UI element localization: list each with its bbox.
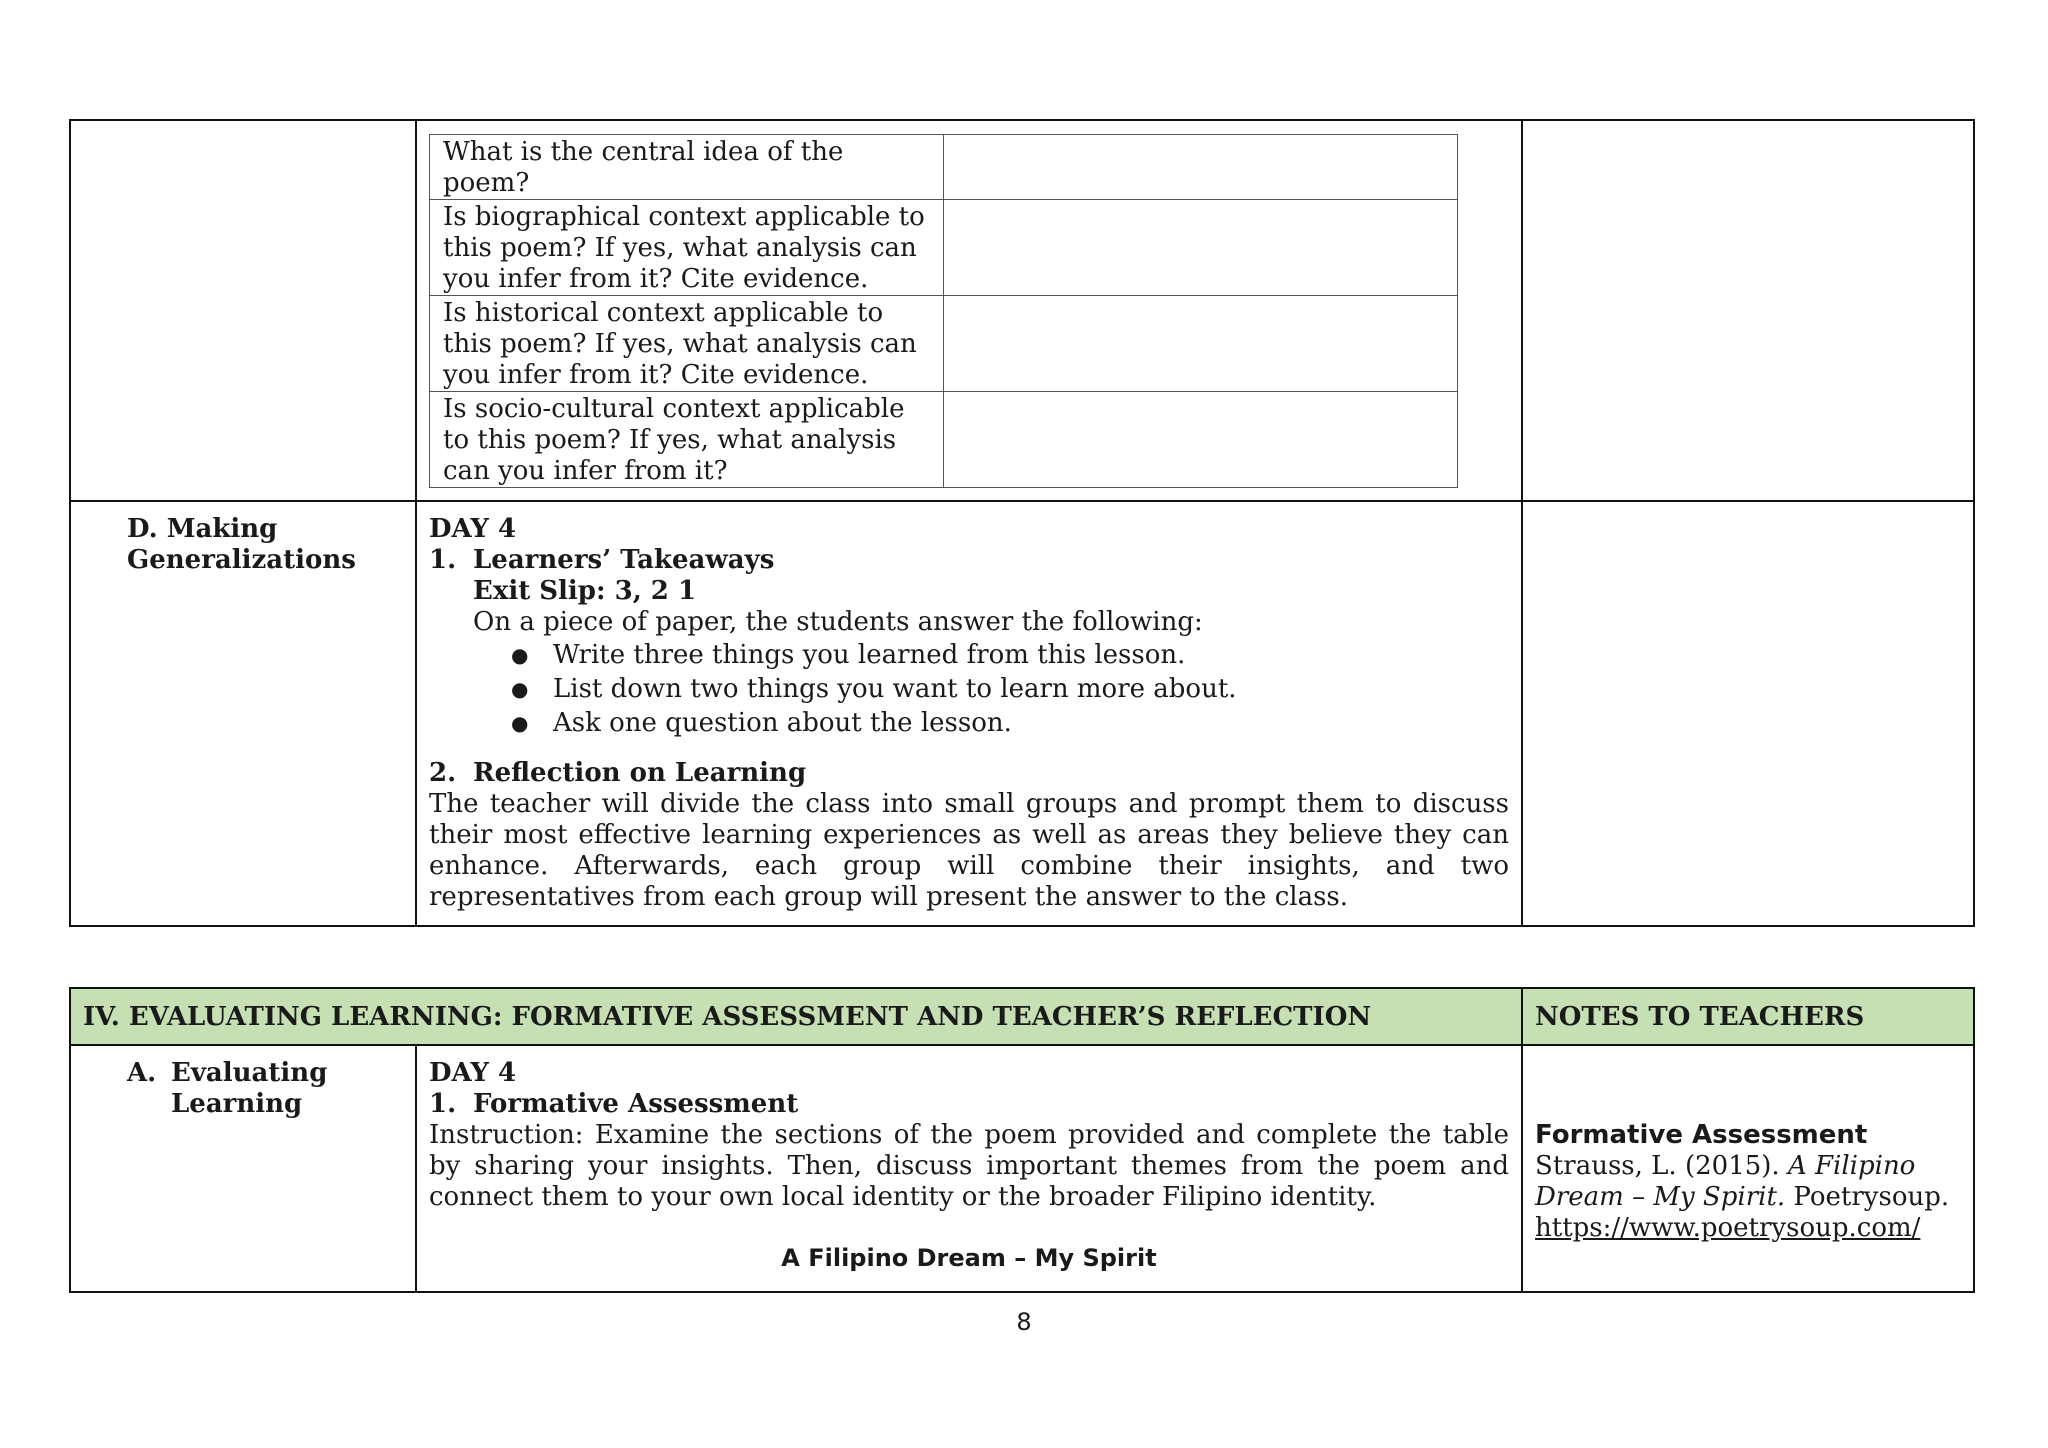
section-label: A. Evaluating Learning [127, 1058, 328, 1119]
poem-title: A Filipino Dream – My Spirit [781, 1244, 1157, 1272]
citation-title: A Filipino Dream – My Spirit. [1535, 1151, 1916, 1212]
notes-header: NOTES TO TEACHERS [1535, 1001, 1865, 1032]
instruction-text: Instruction: Examine the sections of the poem provided and complete the table by sharing your insights. Then, discuss important themes from the poem and connect them to your own local identity or the broader Filipino identity. [429, 1120, 1510, 1212]
making-generalizations-row [70, 501, 1974, 926]
section-label-cell [70, 501, 416, 926]
page-number: 8 [1016, 1308, 1032, 1336]
answer-cell[interactable] [944, 135, 1458, 200]
reflection-text: The teacher will divide the class into small groups and prompt them to discuss their most effective learning experiences as well as areas they believe they can enhance. Afterwards, each group will combine their insights, and two representatives from each group will present the answer to the class. [429, 789, 1509, 912]
table-row [430, 135, 1458, 200]
evaluating-learning-table [69, 987, 1975, 1293]
item-heading: 1. Formative Assessment [429, 1089, 799, 1119]
empty-label-cell [70, 120, 416, 501]
notes-header-cell [1522, 988, 1974, 1045]
bullet-list [429, 638, 1509, 740]
answer-cell[interactable] [944, 296, 1458, 392]
section-content-cell [416, 1045, 1522, 1292]
question-cell: Is biographical context applicable to this poem? If yes, what analysis can you infer from it? Cite evidence. [430, 200, 944, 296]
section-header: IV. EVALUATING LEARNING: FORMATIVE ASSESSMENT AND TEACHER’S REFLECTION [83, 1001, 1372, 1032]
notes-cell [1522, 501, 1974, 926]
section-label-cell [70, 1045, 416, 1292]
answer-cell[interactable] [944, 200, 1458, 296]
list-item: ● Ask one question about the lesson. [429, 706, 1509, 740]
item-heading: 2. Reflection on Learning [429, 758, 807, 788]
notes-cell [1522, 1045, 1974, 1292]
day-label: DAY 4 [429, 514, 517, 544]
section-content-cell [416, 501, 1522, 926]
item-heading: 1. Learners’ Takeaways [429, 545, 775, 575]
section-header-cell [70, 988, 1522, 1045]
section-label: D. Making Generalizations [127, 514, 356, 575]
notes-cell [1522, 120, 1974, 501]
section-content [417, 502, 1521, 925]
context-table-cell [416, 120, 1522, 501]
table-row [430, 296, 1458, 392]
table-row [430, 392, 1458, 488]
exit-slip-heading: Exit Slip: 3, 2 1 [473, 576, 697, 606]
question-cell: What is the central idea of the poem? [430, 135, 944, 200]
citation-link[interactable]: https://www.poetrysoup.com/ [1535, 1213, 1921, 1243]
instruction-text: On a piece of paper, the students answer the following: [473, 607, 1203, 637]
notes-title: Formative Assessment [1535, 1120, 1868, 1150]
section-content [417, 1046, 1521, 1286]
answer-cell[interactable] [944, 392, 1458, 488]
list-item: ● Write three things you learned from this lesson. [429, 638, 1509, 672]
lesson-plan-table-continued [69, 119, 1975, 927]
question-cell: Is socio-cultural context applicable to this poem? If yes, what analysis can you infer from it? [430, 392, 944, 488]
context-analysis-table [429, 134, 1458, 488]
question-cell: Is historical context applicable to this poem? If yes, what analysis can you infer from it? Cite evidence. [430, 296, 944, 392]
list-item: ● List down two things you want to learn more about. [429, 672, 1509, 706]
evaluating-learning-row [70, 1045, 1974, 1292]
table-row [430, 200, 1458, 296]
day-label: DAY 4 [429, 1058, 517, 1088]
teacher-notes [1523, 1046, 1973, 1244]
section-header-row [70, 988, 1974, 1045]
citation: Strauss, L. (2015). A Filipino Dream – My Spirit. Poetrysoup. https://www.poetrysoup.com/ [1535, 1151, 1950, 1243]
context-analysis-row [70, 120, 1974, 501]
